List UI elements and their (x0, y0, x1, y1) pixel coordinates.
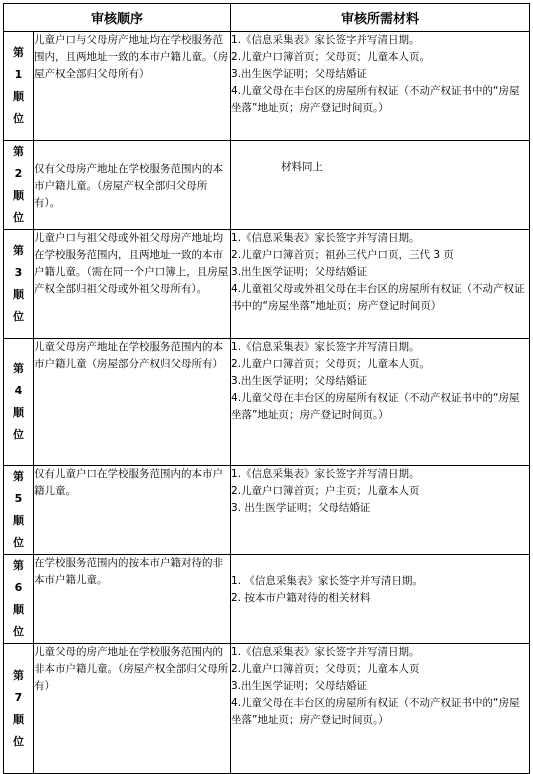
material-item: 2. 按本市户籍对待的相关材料 (231, 592, 371, 604)
materials-cell (231, 466, 530, 555)
material-item: 3.出生医学证明；父母结婚证 (231, 266, 368, 278)
rank-cell (4, 466, 34, 555)
rank-char: 位 (13, 734, 24, 748)
material-item: 3.出生医学证明；父母结婚证 (231, 680, 368, 692)
rank-char: 第 (13, 46, 24, 59)
condition-text: 仅有父母房产地址在学校服务范围内的本市户籍儿童。（房屋产权全部归父母所有）。 (34, 163, 223, 209)
rank-number: 5 (14, 492, 23, 505)
rank-number: 4 (14, 384, 23, 397)
rank-char: 位 (13, 310, 24, 323)
rank-char: 第 (13, 244, 24, 257)
condition-cell: 儿童父母的房产地址在学校服务范围内的非本市户籍儿童。（房屋产权全部归父母所有） (34, 644, 231, 774)
material-item: 1.《信息采集表》家长签字并写清日期。 (231, 34, 420, 46)
rank-number: 1 (14, 68, 23, 81)
rank-char: 位 (13, 536, 24, 549)
rank-char: 位 (13, 112, 24, 125)
table-header-row (4, 4, 530, 32)
rank-char: 顺 (13, 90, 24, 103)
rank-char: 位 (13, 428, 24, 441)
material-item: 3.出生医学证明；父母结婚证 (231, 68, 368, 80)
rank-char: 顺 (13, 406, 24, 419)
material-item: 1.《信息采集表》家长签字并写清日期。 (231, 341, 420, 353)
rank-char: 第 (13, 145, 24, 158)
rank-number: 3 (14, 266, 23, 279)
condition-cell: 儿童户口与父母房产地址均在学校服务范围内，且两地址一致的本市户籍儿童。（房屋产权全部归父母所有） (34, 32, 231, 141)
rank-number: 6 (14, 581, 23, 594)
materials-cell (231, 230, 530, 339)
material-item: 4.儿童父母在丰台区的房屋所有权证（不动产权证书中的“房屋坐落”地址页；房产登记时间页。） (231, 85, 520, 114)
rank-char: 顺 (13, 712, 24, 726)
material-item: 2.儿童户口簿首页；祖孙三代户口页，三代 3 页 (231, 249, 454, 261)
material-item: 4.儿童父母在丰台区的房屋所有权证（不动产权证书中的“房屋坐落”地址页；房产登记时间页。） (231, 392, 520, 421)
table-row (4, 644, 530, 774)
material-item: 2.儿童户口簿首页；父母页；儿童本人页。 (231, 358, 431, 370)
rank-char: 第 (13, 668, 24, 682)
condition-cell (34, 141, 231, 230)
table-row (4, 141, 530, 230)
review-order-table (3, 3, 530, 774)
rank-cell (4, 339, 34, 466)
rank-char: 顺 (13, 603, 24, 616)
materials-cell (231, 644, 530, 774)
rank-number: 2 (14, 167, 23, 180)
header-required-materials: 审核所需材料 (231, 4, 530, 32)
material-item: 3.出生医学证明；父母结婚证 (231, 375, 368, 387)
rank-number: 7 (14, 690, 23, 704)
material-item: 1.《信息采集表》家长签字并写清日期。 (231, 232, 420, 244)
rank-char: 顺 (13, 288, 24, 301)
material-item: 2.儿童户口簿首页；户主页；儿童本人页 (231, 485, 420, 497)
rank-cell (4, 230, 34, 339)
materials-cell (231, 339, 530, 466)
materials-cell (231, 141, 530, 230)
table-row (4, 230, 530, 339)
material-item: 4.儿童父母在丰台区的房屋所有权证（不动产权证书中的“房屋坐落”地址页；房产登记时间页。） (231, 697, 520, 726)
rank-char: 位 (13, 625, 24, 638)
materials-cell (231, 32, 530, 141)
condition-cell: 仅有儿童户口在学校服务范围内的本市户籍儿童。 (34, 466, 231, 555)
material-item: 3. 出生医学证明；父母结婚证 (231, 502, 371, 514)
rank-char: 顺 (13, 514, 24, 527)
rank-cell (4, 644, 34, 774)
material-item: 2.儿童户口簿首页；父母页；儿童本人页。 (231, 51, 431, 63)
material-item: 1.《信息采集表》家长签字并写清日期。 (231, 468, 420, 480)
condition-cell: 在学校服务范围内的按本市户籍对待的非本市户籍儿童。 (34, 555, 231, 644)
material-item: 2.儿童户口簿首页；父母页；儿童本人页 (231, 663, 420, 675)
table-row (4, 339, 530, 466)
table-row (4, 32, 530, 141)
rank-cell (4, 141, 34, 230)
rank-cell (4, 32, 34, 141)
table-row (4, 466, 530, 555)
rank-char: 第 (13, 559, 24, 572)
rank-char: 第 (13, 470, 24, 483)
rank-cell (4, 555, 34, 644)
table-row (4, 555, 530, 644)
material-item: 4.儿童祖父母或外祖父母在丰台区的房屋所有权证（不动产权证书中的“房屋坐落”地址页；房产登记时间页） (231, 283, 525, 312)
condition-cell: 儿童户口与祖父母或外祖父母房产地址均在学校服务范围内，且两地址一致的本市户籍儿童。（需在同一个户口簿上，且房屋产权全部归祖父母或外祖父母所有）。 (34, 230, 231, 339)
rank-char: 位 (13, 211, 24, 224)
material-item: 材料同上 (281, 161, 324, 173)
rank-char: 第 (13, 362, 24, 375)
material-item: 1.《信息采集表》家长签字并写清日期。 (231, 646, 420, 658)
header-review-order: 审核顺序 (4, 4, 231, 32)
materials-cell (231, 555, 530, 644)
rank-char: 顺 (13, 189, 24, 202)
material-item: 1. 《信息采集表》家长签字并写清日期。 (231, 575, 423, 587)
condition-cell: 儿童父母房产地址在学校服务范围内的本市户籍儿童（房屋部分产权归父母所有） (34, 339, 231, 466)
